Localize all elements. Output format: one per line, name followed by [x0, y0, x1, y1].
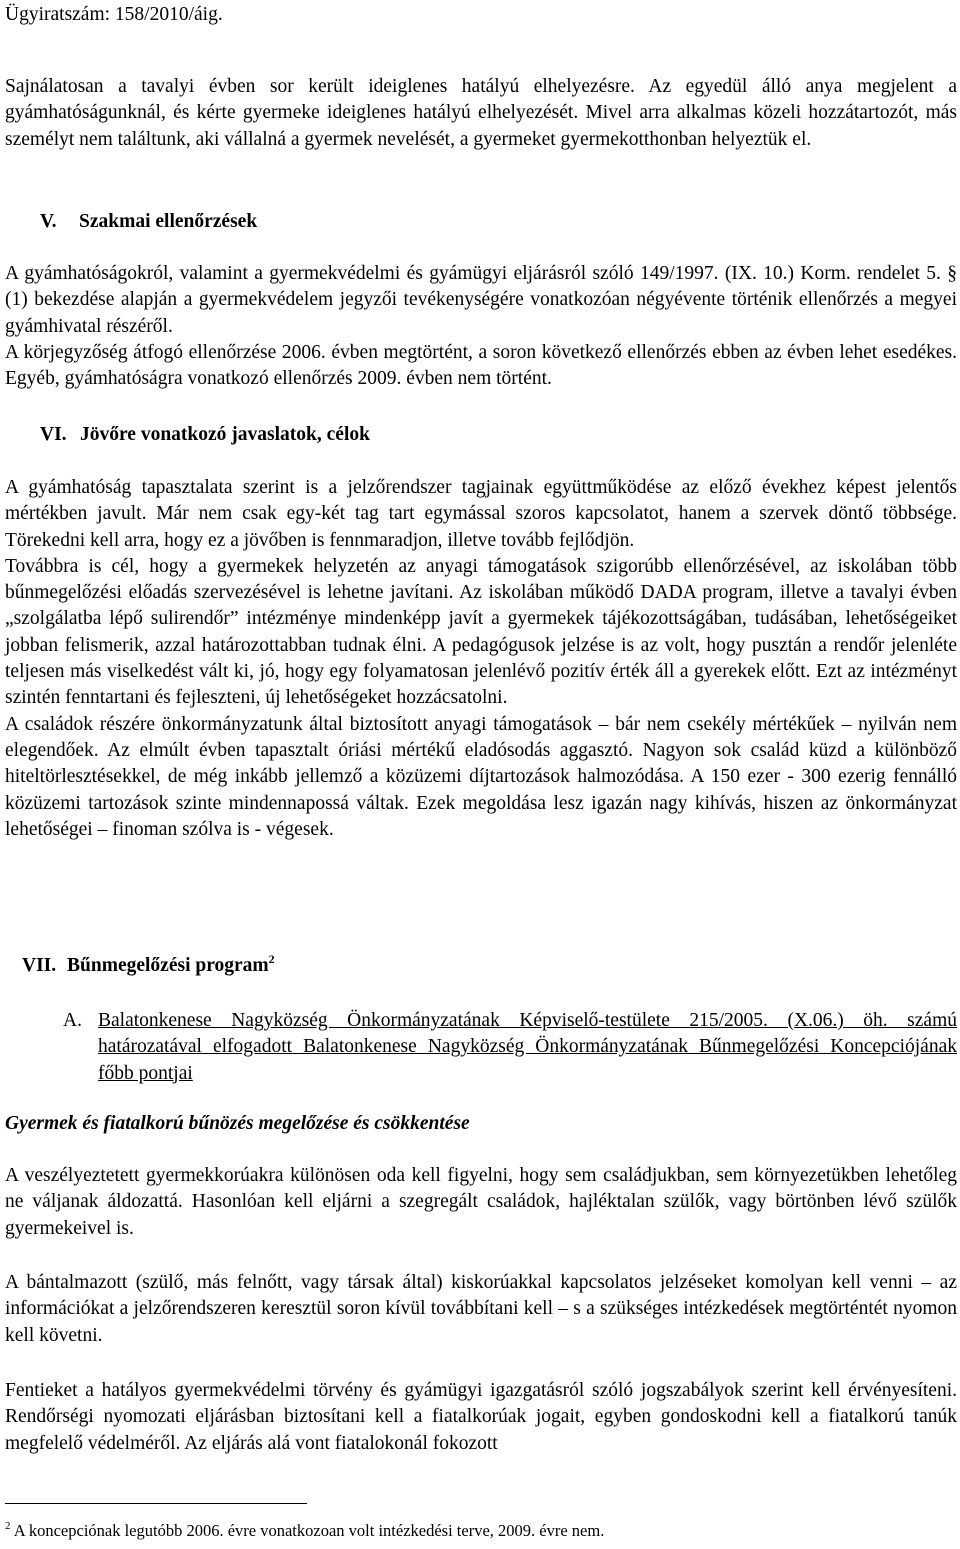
footnote-divider [5, 1503, 307, 1504]
footnote-text: A koncepciónak legutóbb 2006. évre vonatkozoan volt intézkedési terve, 2009. évre nem. [13, 1521, 605, 1540]
paragraph: Sajnálatosan a tavalyi évben sor került ideiglenes hatályú elhelyezésre. Az egyedül álló anya megjelent a gyámhatóságunknál, és kérte gyermeke ideiglenes hatályú elhelyezését. Mivel arra alkalmas közeli hozzátartozót, más személyt nem találtunk, aki vállalná a gyermek nevelését, a gyermeket gyermekotthonban helyeztük el. [5, 76, 957, 150]
paragraph-group-goals [5, 475, 957, 843]
section-number: V. [40, 211, 57, 232]
footnote-reference: 2 [268, 952, 275, 966]
paragraph: Továbbra is cél, hogy a gyermekek helyzetén az anyagi támogatások szigorúbb ellenőrzésével, az iskolában több bűnmegelőzési előadás szervezésével is lehetne javítani. Az iskolában működő DADA program, illetve a tavalyi évben „szolgálatba lépő sulirendőr” intézménye mindenképp javít a gyermekek tájékozottságában, tudásában, lehetőségeiket jobban felismerik, azzal határozottabban tudnak élni. A pedagógusok jelzése is az volt, hogy pusztán a rendőr jelenléte teljesen más viselkedést vált ki, jó, hogy egy folyamatosan jelenlévő pozitív érték áll a gyerekek előtt. Ezt az intézményt szintén fenntartani és fejleszteni, új lehetőségeket hozzácsatolni. [5, 555, 957, 709]
section-title: Jövőre vonatkozó javaslatok, célok [80, 424, 370, 445]
paragraph-korm-rendelet [5, 261, 957, 392]
paragraph: A gyámhatóság tapasztalata szerint is a jelzőrendszer tagjainak együttműködése az előző évekhez képest jelentős mértékben javult. Már nem csak egy-két tag tart egymással szoros kapcsolatot, hanem a szervek döntő többsége. Törekedni kell arra, hogy ez a jövőben is fennmaradjon, illetve tovább fejlődjön. [5, 477, 957, 551]
list-label: A. [63, 1010, 82, 1031]
footnote-marker: 2 [5, 1520, 11, 1532]
paragraph: A bántalmazott (szülő, más felnőtt, vagy társak által) kiskorúakkal kapcsolatos jelzéseket komolyan kell venni – az információkat a jelzőrendszeren keresztül soron kívül továbbítani kell – s a szükséges intézkedések megtörténtét nyomon kell követni. [5, 1272, 957, 1346]
section-number: VII. [22, 955, 57, 976]
section-title: Szakmai ellenőrzések [79, 211, 258, 232]
list-item-a [63, 1008, 957, 1087]
section-heading-vii [22, 952, 275, 977]
section-heading-vi [40, 424, 370, 446]
section-title: Bűnmegelőzési program [67, 955, 269, 976]
paragraph: A körjegyzőség átfogó ellenőrzése 2006. évben megtörtént, a soron következő ellenőrzés ebben az évben lehet esedékes. Egyéb, gyámhatóságra vonatkozó ellenőrzés 2009. évben nem történt. [5, 341, 957, 390]
paragraph: Fentieket a hatályos gyermekvédelmi törvény és gyámügyi igazgatásról szóló jogszabályok szerint kell érvényesíteni. Rendőrségi nyomozati eljárásban biztosítani kell a fiatalkorúak jogait, egyben gondoskodni kell a fiatalkorú tanúk megfelelő védelméről. Az eljárás alá vont fiatalokonál fokozott [5, 1380, 957, 1454]
list-text: Balatonkenese Nagyközség Önkormányzatának Képviselő-testülete 215/2005. (X.06.) öh. számú határozatával elfogadott Balatonkenese Nagyközség Önkormányzatának Bűnmegelőzési Koncepciójának főbb pontjai [98, 1010, 957, 1084]
case-number: Ügyiratszám: 158/2010/áig. [5, 4, 223, 25]
paragraph-group-prevention [5, 1163, 957, 1242]
section-number: VI. [40, 424, 67, 445]
section-heading-v [40, 211, 257, 233]
paragraph: A családok részére önkormányzatunk által biztosított anyagi támogatások – bár nem csekély mértékűek – nyilván nem elegendőek. Az elmúlt évben tapasztalt óriási mértékű eladósodás aggasztó. Nagyon sok család küzd a különböző hiteltörlesztésekkel, de még inkább jellemző a közüzemi díjtartozások halmozódása. A 150 ezer - 300 ezerig fennálló közüzemi tartozások szinte mindennapossá váltak. Ezek megoldása lesz igazán nagy kihívás, hiszen az önkormányzat lehetőségei – finoman szólva is - végesek. [5, 713, 957, 840]
paragraph-placement [5, 74, 957, 153]
paragraph: A gyámhatóságokról, valamint a gyermekvédelmi és gyámügyi eljárásról szóló 149/1997. (IX. 10.) Korm. rendelet 5. § (1) bekezdése alapján a gyermekvédelem jegyzői tevékenységére vonatkozóan négyévente történik ellenőrzés a megyei gyámhivatal részéről. [5, 263, 957, 337]
paragraph-group-law [5, 1378, 957, 1457]
paragraph: A veszélyeztetett gyermekkorúakra különösen oda kell figyelni, hogy sem családjukban, sem környezetükben lehetőleg ne váljanak áldozattá. Hasonlóan kell eljárni a szegregált családok, hajléktalan szülők, vagy börtönben lévő szülők gyermekeivel is. [5, 1165, 957, 1239]
paragraph-group-abuse [5, 1270, 957, 1349]
sub-heading: Gyermek és fiatalkorú bűnözés megelőzése és csökkentése [5, 1113, 470, 1134]
footnote [5, 1521, 604, 1541]
